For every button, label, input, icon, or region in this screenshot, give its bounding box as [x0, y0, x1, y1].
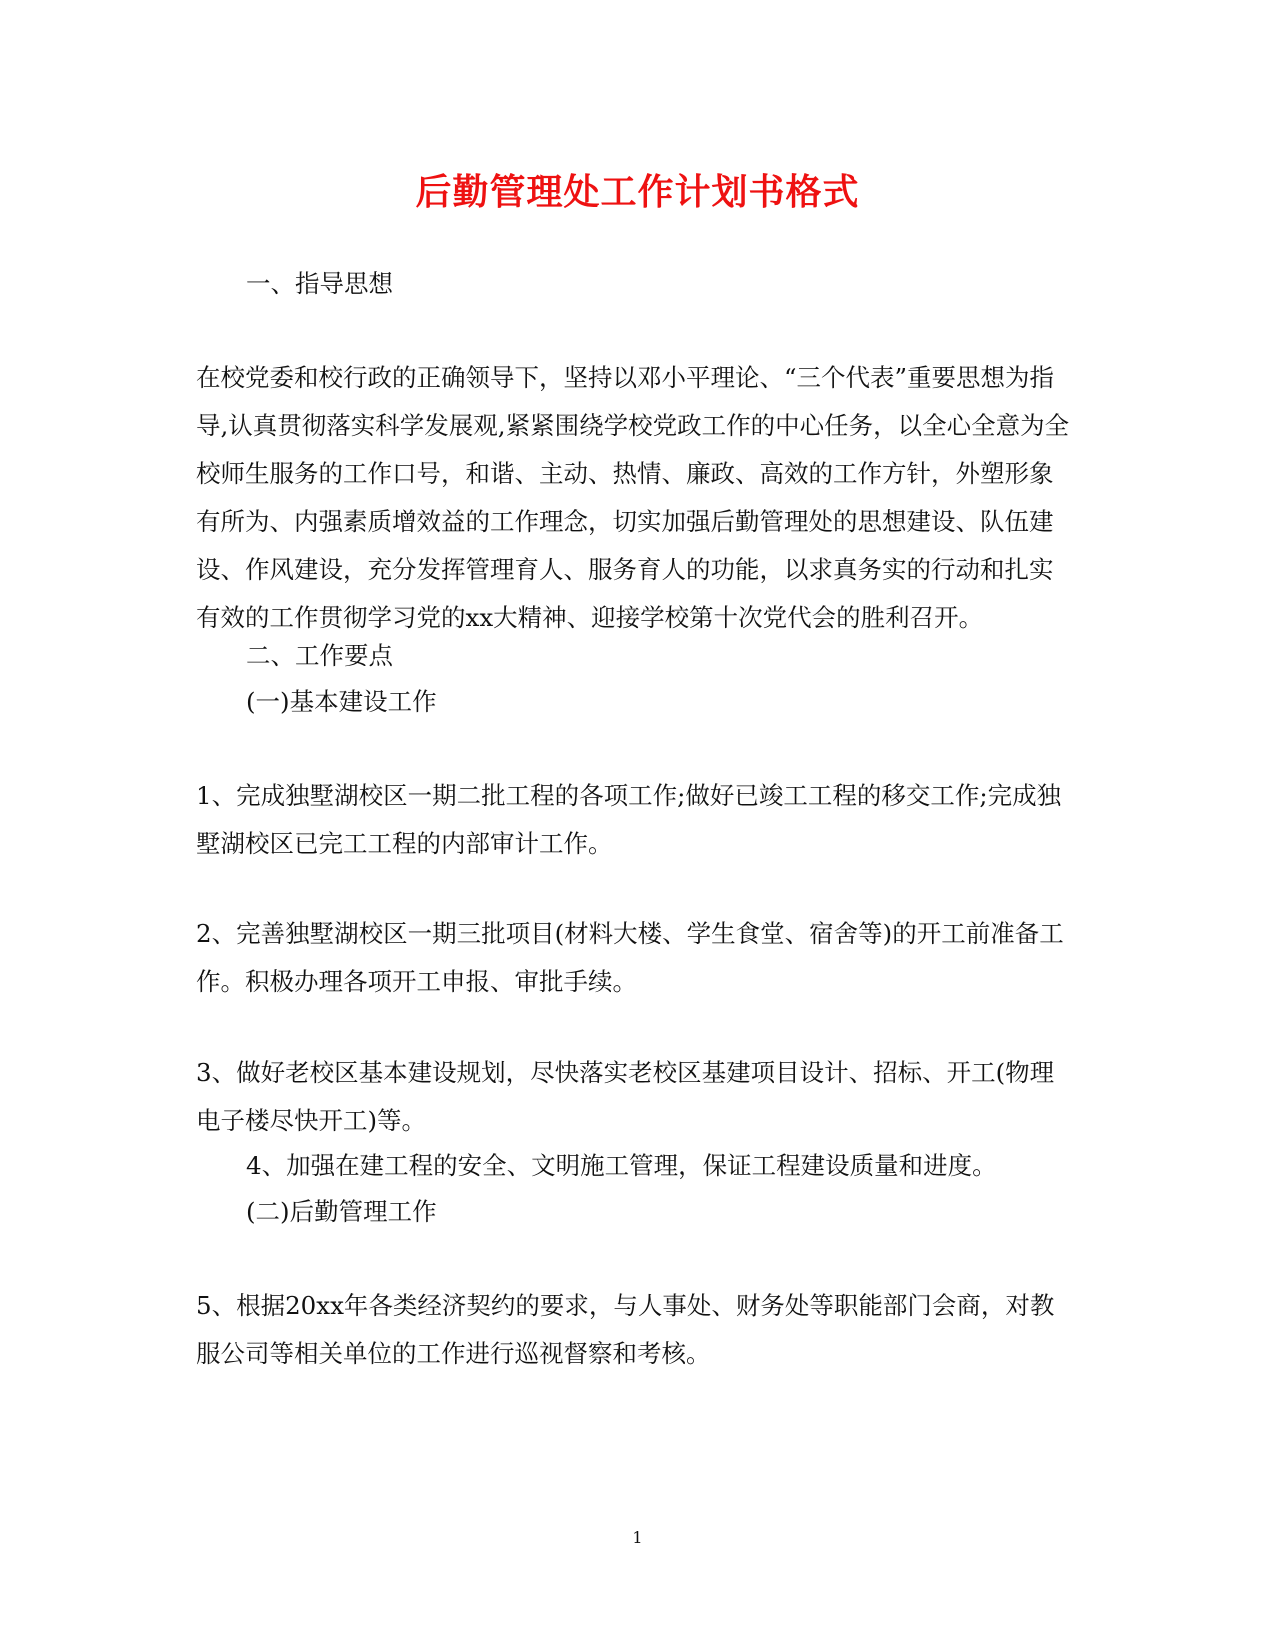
list-item-4: 4、加强在建工程的安全、文明施工管理，保证工程建设质量和进度。 [246, 1151, 997, 1180]
subheading-infrastructure: (一)基本建设工作 [246, 687, 437, 716]
subheading-logistics: (二)后勤管理工作 [246, 1197, 437, 1226]
section-heading-work-points: 二、工作要点 [246, 641, 393, 670]
paragraph-guiding-thought: 在校党委和校行政的正确领导下，坚持以邓小平理论、“三个代表”重要思想为指导,认真贯彻落实科学发展观,紧紧围绕学校党政工作的中心任务，以全心全意为全校师生服务的工作口号，和谐、主动、热情、廉政、高效的工作方针，外塑形象有所为、内强素质增效益的工作理念，切实加强后勤管理处的思想建设、队伍建设、作风建设，充分发挥管理育人、服务育人的功能，以求真务实的行动和扎实有效的工作贯彻学习党的xx大精神、迎接学校第十次党代会的胜利召开。 [196, 363, 1070, 632]
list-item-2: 2、完善独墅湖校区一期三批项目(材料大楼、学生食堂、宿舍等)的开工前准备工作。积极办理各项开工申报、审批手续。 [196, 919, 1064, 996]
section-heading-guiding-thought: 一、指导思想 [246, 269, 393, 298]
list-item-1: 1、完成独墅湖校区一期二批工程的各项工作;做好已竣工工程的移交工作;完成独墅湖校区已完工工程的内部审计工作。 [196, 781, 1062, 858]
list-item-5: 5、根据20xx年各类经济契约的要求，与人事处、财务处等职能部门会商，对教服公司等相关单位的工作进行巡视督察和考核。 [196, 1291, 1055, 1368]
document-title: 后勤管理处工作计划书格式 [415, 171, 860, 213]
page-number: 1 [632, 1528, 643, 1547]
list-item-3: 3、做好老校区基本建设规划，尽快落实老校区基建项目设计、招标、开工(物理电子楼尽快开工)等。 [196, 1058, 1055, 1135]
